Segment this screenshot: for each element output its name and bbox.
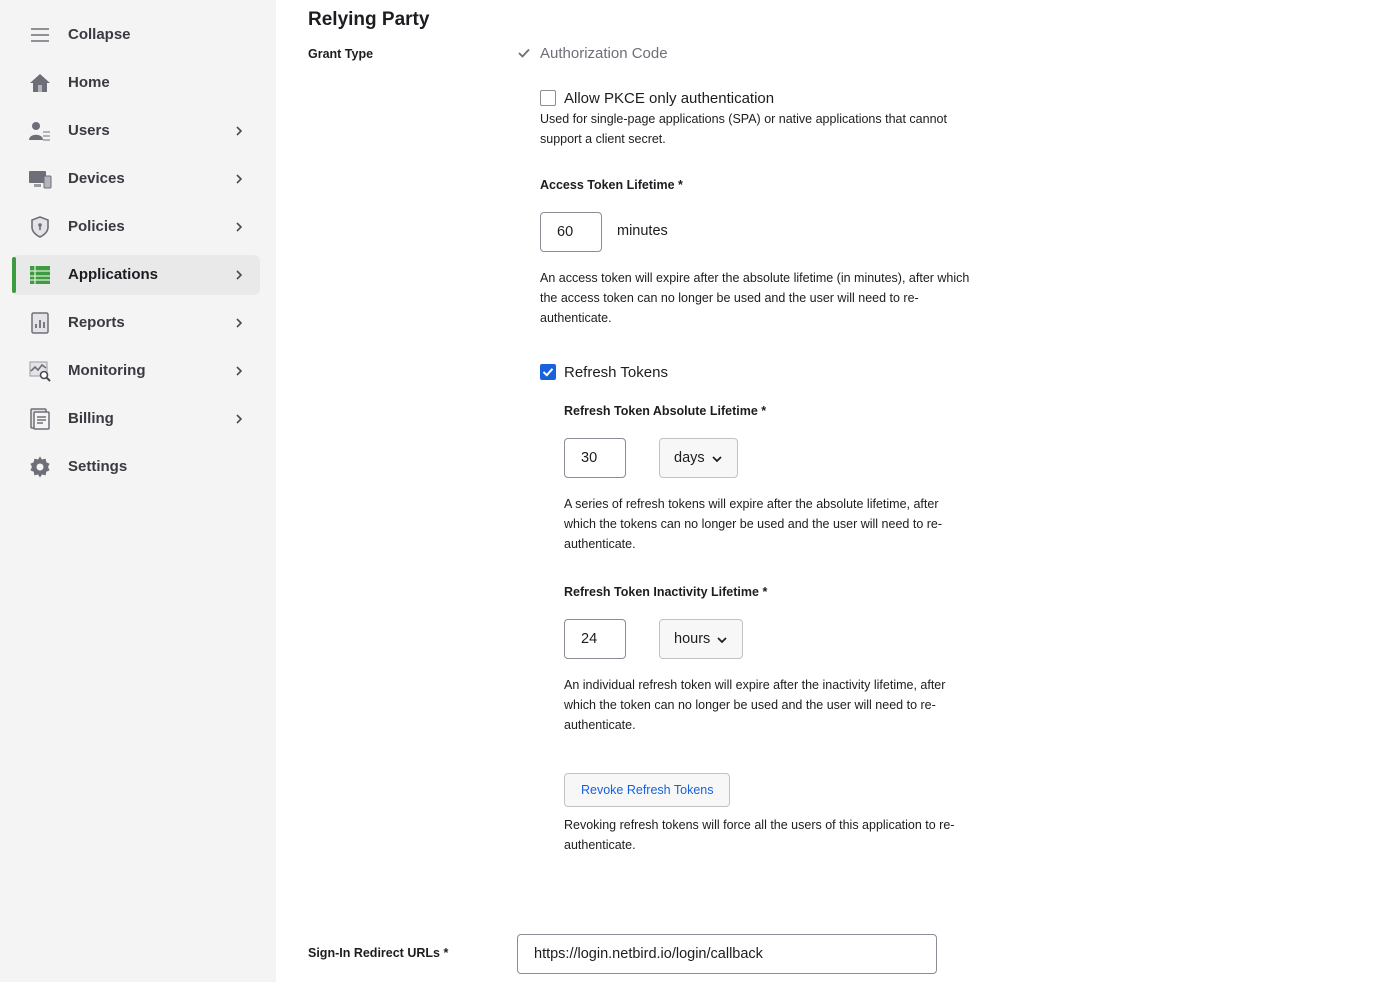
checkmark-icon	[541, 365, 555, 379]
chevron-right-icon	[232, 172, 246, 186]
revoke-help-text: Revoking refresh tokens will force all the users of this application to re-authenticate.	[564, 818, 955, 852]
required-marker: *	[761, 404, 767, 418]
select-value: hours	[674, 631, 711, 647]
grant-type-value: Authorization Code	[540, 45, 668, 62]
pkce-checkbox[interactable]	[540, 90, 556, 106]
refresh-absolute-unit-select[interactable]	[659, 438, 738, 478]
refresh-tokens-checkbox[interactable]	[540, 364, 556, 380]
grant-type-label: Grant Type	[308, 47, 374, 61]
refresh-absolute-lifetime-input[interactable]: 30	[564, 438, 626, 478]
sidebar-item-label: Billing	[68, 410, 114, 427]
sidebar-item-label: Settings	[68, 458, 128, 475]
refresh-absolute-help-text: A series of refresh tokens will expire after the absolute lifetime, after which the tokens can no longer be used and the user will need to re-authenticate.	[564, 497, 943, 551]
chevron-right-icon	[232, 364, 246, 378]
refresh-inactivity-lifetime-label-text: Refresh Token Inactivity Lifetime	[564, 585, 759, 599]
applications-icon	[28, 263, 52, 287]
refresh-inactivity-unit-select[interactable]	[659, 619, 743, 659]
revoke-refresh-tokens-button[interactable]: Revoke Refresh Tokens	[564, 773, 730, 807]
devices-icon	[28, 167, 52, 191]
required-marker: *	[762, 585, 768, 599]
billing-icon	[28, 407, 52, 431]
sidebar-item-label: Users	[68, 122, 110, 139]
sidebar-item-label: Collapse	[68, 26, 131, 43]
access-token-lifetime-label-text: Access Token Lifetime	[540, 178, 675, 192]
monitoring-icon	[28, 359, 52, 383]
chevron-right-icon	[232, 412, 246, 426]
sidebar-item-label: Devices	[68, 170, 125, 187]
sidebar-item-billing[interactable]	[12, 399, 260, 439]
access-token-lifetime-label	[540, 178, 683, 192]
hamburger-menu-icon	[28, 23, 52, 47]
sidebar-item-users[interactable]	[12, 111, 260, 151]
refresh-inactivity-help-text: An individual refresh token will expire after the inactivity lifetime, after which the token can no longer be used and the user will need to re-authenticate.	[564, 678, 946, 732]
sidebar-item-devices[interactable]	[12, 159, 260, 199]
redirect-urls-label-text: Sign-In Redirect URLs	[308, 946, 440, 960]
sidebar-item-collapse[interactable]	[12, 15, 260, 55]
sidebar-item-label: Home	[68, 74, 110, 91]
section-title: Relying Party	[308, 9, 430, 30]
sidebar-item-label: Policies	[68, 218, 125, 235]
reports-icon	[28, 311, 52, 335]
refresh-absolute-lifetime-label-text: Refresh Token Absolute Lifetime	[564, 404, 758, 418]
users-icon	[28, 119, 52, 143]
chevron-down-icon	[711, 453, 723, 465]
select-value: days	[674, 450, 705, 466]
sidebar-item-settings[interactable]	[12, 447, 260, 487]
sidebar-item-label: Applications	[68, 266, 159, 283]
sidebar-item-label: Reports	[68, 314, 125, 331]
pkce-help-text: Used for single-page applications (SPA) or native applications that cannot support a client secret.	[540, 112, 947, 146]
sidebar-item-policies[interactable]	[12, 207, 260, 247]
sidebar	[0, 0, 276, 982]
pkce-label: Allow PKCE only authentication	[564, 90, 775, 107]
sidebar-item-label: Monitoring	[68, 362, 146, 379]
chevron-right-icon	[232, 220, 246, 234]
main-content	[276, 0, 1384, 982]
sidebar-item-monitoring[interactable]	[12, 351, 260, 391]
gear-icon	[28, 455, 52, 479]
sidebar-item-home[interactable]	[12, 63, 260, 103]
refresh-inactivity-lifetime-label	[564, 585, 767, 599]
chevron-right-icon	[232, 124, 246, 138]
refresh-absolute-lifetime-label	[564, 404, 766, 418]
redirect-urls-label	[308, 946, 448, 960]
access-token-help-text: An access token will expire after the absolute lifetime (in minutes), after which the access token can no longer be used and the user will need to re-authenticate.	[540, 271, 970, 325]
sidebar-item-applications[interactable]	[12, 255, 260, 295]
refresh-tokens-label: Refresh Tokens	[564, 364, 668, 381]
home-icon	[28, 71, 52, 95]
shield-icon	[28, 215, 52, 239]
checkmark-icon	[516, 45, 532, 61]
refresh-inactivity-lifetime-input[interactable]: 24	[564, 619, 626, 659]
required-marker: *	[443, 946, 449, 960]
redirect-url-input[interactable]: https://login.netbird.io/login/callback	[517, 934, 937, 974]
chevron-right-icon	[232, 268, 246, 282]
sidebar-item-reports[interactable]	[12, 303, 260, 343]
required-marker: *	[678, 178, 683, 192]
chevron-right-icon	[232, 316, 246, 330]
chevron-down-icon	[716, 634, 728, 646]
access-token-lifetime-input[interactable]: 60	[540, 212, 602, 252]
access-token-unit: minutes	[617, 223, 668, 239]
